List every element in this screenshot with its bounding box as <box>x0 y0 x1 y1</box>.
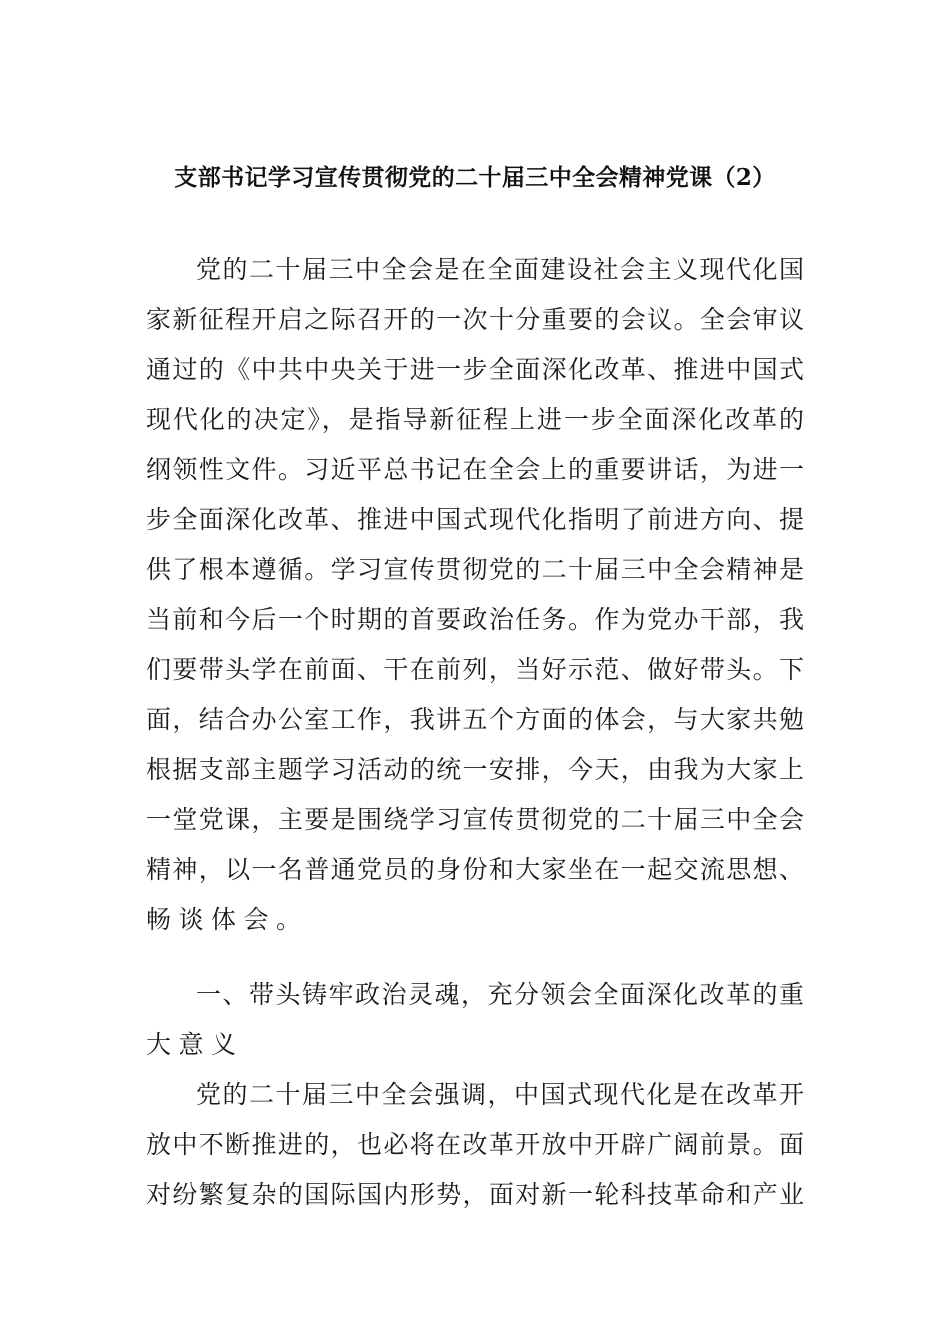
paragraph-line: 家新征程开启之际召开的一次十分重要的会议。全会审议 <box>146 305 804 334</box>
section-heading-line: 一、带头铸牢政治灵魂，充分领会全面深化改革的重 <box>196 980 804 1009</box>
paragraph-line: 纲领性文件。习近平总书记在全会上的重要讲话，为进一 <box>146 455 804 484</box>
paragraph-line: 精神，以一名普通党员的身份和大家坐在一起交流思想、 <box>146 855 804 884</box>
paragraph-line: 当前和今后一个时期的首要政治任务。作为党办干部，我 <box>146 605 804 634</box>
paragraph-line: 步全面深化改革、推进中国式现代化指明了前进方向、提 <box>146 505 804 534</box>
section-heading-line: 大意义 <box>146 1030 244 1059</box>
document-title: 支部书记学习宣传贯彻党的二十届三中全会精神党课（2） <box>174 164 776 191</box>
paragraph-line: 们要带头学在前面、干在前列，当好示范、做好带头。下 <box>146 655 804 684</box>
paragraph-line: 供了根本遵循。学习宣传贯彻党的二十届三中全会精神是 <box>146 555 804 584</box>
paragraph-line: 根据支部主题学习活动的统一安排，今天，由我为大家上 <box>146 755 804 784</box>
paragraph-line: 通过的《中共中央关于进一步全面深化改革、推进中国式 <box>146 355 804 384</box>
paragraph-line: 党的二十届三中全会强调，中国式现代化是在改革开 <box>196 1080 804 1109</box>
paragraph-line: 放中不断推进的，也必将在改革开放中开辟广阔前景。面 <box>146 1130 804 1159</box>
paragraph-line: 面，结合办公室工作，我讲五个方面的体会，与大家共勉 <box>146 705 804 734</box>
paragraph-line: 现代化的决定》，是指导新征程上进一步全面深化改革的 <box>146 405 804 434</box>
paragraph-line: 对纷繁复杂的国际国内形势，面对新一轮科技革命和产业 <box>146 1180 804 1209</box>
paragraph-line: 一堂党课，主要是围绕学习宣传贯彻党的二十届三中全会 <box>146 805 804 834</box>
paragraph-line: 党的二十届三中全会是在全面建设社会主义现代化国 <box>196 255 804 284</box>
paragraph-line: 畅谈体会。 <box>146 905 309 934</box>
